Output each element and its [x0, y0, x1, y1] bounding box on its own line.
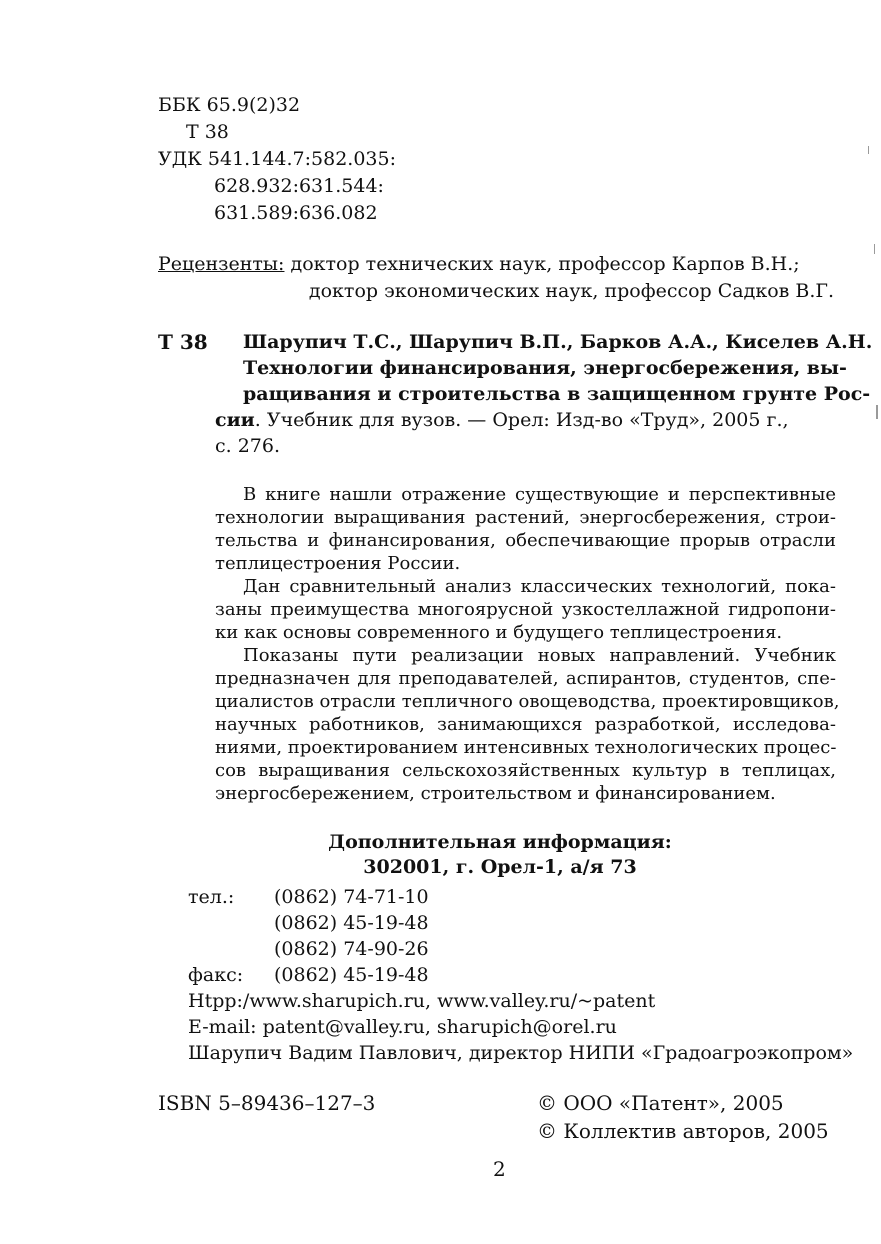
abstract-line: В книге нашли отражение существующие и перспективные [243, 484, 836, 505]
fax-label: факс: [188, 964, 244, 986]
abstract-line: заны преимущества многоярусной узкостеллажной гидропони- [215, 599, 836, 620]
director-line: Шарупич Вадим Павлович, директор НИПИ «Градоагроэкопром» [188, 1042, 854, 1064]
abstract-line: ки как основы современного и будущего теплицестроения. [215, 622, 783, 643]
citation-title-end: сии [215, 409, 255, 431]
scan-mark [868, 146, 869, 154]
website-line: Htpp:/www.sharupich.ru, www.valley.ru/~patent [188, 990, 656, 1012]
info-heading: Дополнительная информация: [328, 831, 672, 853]
abstract-line: теплицестроения России. [215, 553, 461, 574]
abstract-line: тельства и финансирования, обеспечивающие прорыв отрасли [215, 530, 836, 551]
abstract-line: Показаны пути реализации новых направлений. Учебник [243, 645, 836, 666]
isbn: ISBN 5–89436–127–3 [158, 1091, 376, 1115]
copyright-authors: © Коллектив авторов, 2005 [537, 1119, 829, 1143]
citation-code: Т 38 [158, 330, 208, 354]
phone-number: (0862) 74-90-26 [274, 938, 429, 960]
info-address: 302001, г. Орел-1, а/я 73 [363, 856, 637, 878]
abstract-line: циалистов отрасли тепличного овощеводства, проектировщиков, [215, 691, 840, 712]
abstract-line: ниями, проектированием интенсивных технологических процес- [215, 737, 837, 758]
reviewer-2: доктор экономических наук, профессор Садков В.Г. [308, 280, 834, 302]
abstract-line: энергосбережением, строительством и финансированием. [215, 783, 776, 804]
fax-number: (0862) 45-19-48 [274, 964, 429, 986]
reviewers-label: Рецензенты: [158, 253, 285, 275]
email-line: E-mail: patent@valley.ru, sharupich@orel.ru [188, 1016, 617, 1038]
abstract-line: сов выращивания сельскохозяйственных культур в теплицах, [215, 760, 836, 781]
phone-number: (0862) 74-71-10 [274, 886, 429, 908]
citation-title-3 [215, 409, 834, 431]
citation-title-2: ращивания и строительства в защищенном грунте Рос- [243, 383, 871, 405]
citation-pages: с. 276. [215, 435, 281, 457]
phone-number: (0862) 45-19-48 [274, 912, 429, 934]
bbk-code: ББК 65.9(2)32 [158, 94, 301, 116]
page-number: 2 [493, 1157, 506, 1181]
reviewers-row [158, 253, 800, 275]
abstract-line: предназначен для преподавателей, аспирантов, студентов, спе- [215, 668, 836, 689]
udk-line-2: 628.932:631.544: [214, 175, 384, 197]
scan-mark [876, 405, 878, 419]
citation-publisher: . Учебник для вузов. — Орел: Изд-во «Труд», 2005 г., [254, 409, 789, 431]
tel-label: тел.: [188, 886, 235, 908]
reviewer-1: доктор технических наук, профессор Карпов В.Н.; [290, 253, 800, 275]
scan-mark [874, 244, 875, 254]
abstract-line: Дан сравнительный анализ классических технологий, пока- [243, 576, 836, 597]
citation-authors: Шарупич Т.С., Шарупич В.П., Барков А.А., Киселев А.Н. [243, 331, 873, 353]
author-mark: Т 38 [186, 121, 229, 143]
udk-line-3: 631.589:636.082 [214, 202, 378, 224]
copyright-publisher: © ООО «Патент», 2005 [537, 1091, 784, 1115]
abstract-line: научных работников, занимающихся разработкой, исследова- [215, 714, 836, 735]
udk-line-1: УДК 541.144.7:582.035: [158, 148, 396, 170]
abstract-line: технологии выращивания растений, энергосбережения, строи- [215, 507, 836, 528]
citation-title-1: Технологии финансирования, энергосбережения, вы- [243, 357, 847, 379]
